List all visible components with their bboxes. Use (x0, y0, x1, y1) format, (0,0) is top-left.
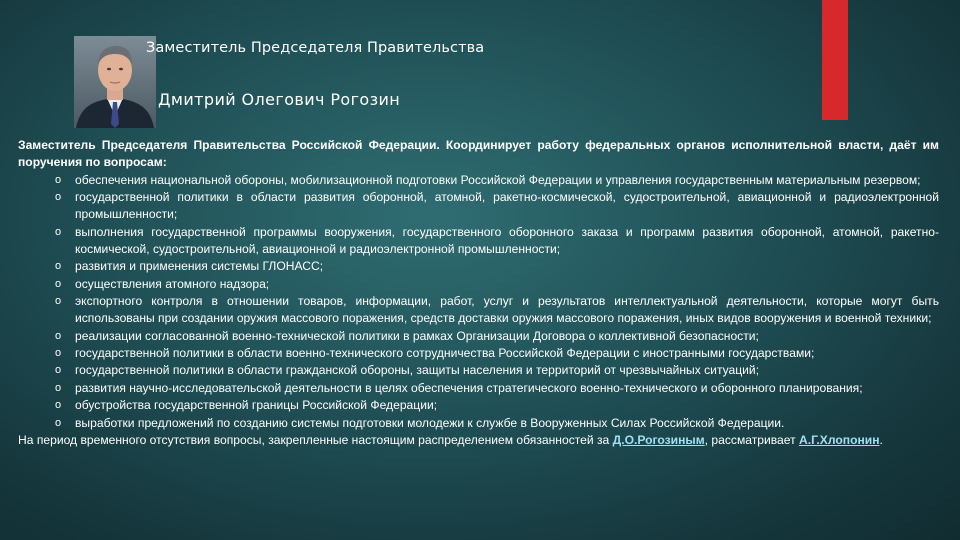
list-item (18, 380, 939, 397)
page-title: Заместитель Председателя Правительства (146, 40, 485, 56)
list-item (18, 345, 939, 362)
list-item (18, 362, 939, 379)
main-content (18, 137, 939, 449)
duties-list (18, 172, 939, 432)
list-item-text: выполнения государственной программы вооружения, государственного оборонного заказа и программ развития оборонной, атомной, ракетно-космической, судостроительной, авиационной и радиоэлектронной промышленности; (75, 224, 939, 257)
bullet-icon: o (55, 277, 62, 290)
list-item (18, 258, 939, 275)
list-item-text: реализации согласованной военно-технической политики в рамках Организации Договора о коллективной безопасности; (75, 328, 759, 343)
intro-paragraph: Заместитель Председателя Правительства Российской Федерации. Координирует работу федеральных органов исполнительной власти, даёт им поручения по вопросам: (18, 138, 939, 170)
accent-bar (822, 0, 848, 120)
bullet-icon: o (55, 329, 62, 342)
list-item (18, 189, 939, 224)
list-item-text: государственной политики в области военно-технического сотрудничества Российской Федерации с иностранными государствами; (75, 346, 815, 361)
bullet-icon: o (55, 364, 62, 377)
note-text-middle: , рассматривает (704, 432, 799, 447)
list-item-text: развития научно-исследовательской деятельности в целях обеспечения стратегического военно-технического и оборонного планирования; (75, 380, 863, 395)
bullet-icon: o (55, 225, 62, 238)
list-item (18, 328, 939, 345)
bullet-icon: o (55, 347, 62, 360)
list-item-text: экспортного контроля в отношении товаров, информации, работ, услуг и результатов интеллектуальной деятельности, которые могут быть использованы при создании оружия массового поражения, средств доставки оружия массового поражения, иных видов вооружения и военной техники; (75, 294, 939, 326)
bullet-icon: o (55, 191, 62, 204)
substitute-note (18, 432, 939, 449)
list-item (18, 172, 939, 189)
list-item (18, 397, 939, 414)
list-item (18, 415, 939, 432)
note-text-after: . (879, 432, 883, 447)
note-text-before: На период временного отсутствия вопросы, закрепленные настоящим распределением обязанностей за (18, 432, 613, 447)
rogozin-link[interactable]: Д.О.Рогозиным (612, 432, 705, 447)
person-name: Дмитрий Олегович Рогозин (158, 90, 401, 109)
portrait-photo (74, 36, 156, 128)
bullet-icon: o (55, 399, 62, 412)
list-item (18, 293, 939, 328)
list-item-text: обеспечения национальной обороны, мобилизационной подготовки Российской Федерации и управления государственным материальным резервом; (75, 172, 921, 187)
list-item-text: выработки предложений по созданию системы подготовки молодежи к службе в Вооруженных Силах Российской Федерации. (75, 415, 785, 430)
list-item-text: осуществления атомного надзора; (75, 276, 270, 291)
list-item-text: развития и применения системы ГЛОНАСС; (75, 259, 324, 274)
bullet-icon: o (55, 295, 62, 308)
list-item-text: государственной политики в области гражданской обороны, защиты населения и территорий от чрезвычайных ситуаций; (75, 363, 760, 378)
bullet-icon: o (55, 260, 62, 273)
bullet-icon: o (55, 381, 62, 394)
list-item (18, 276, 939, 293)
list-item-text: обустройства государственной границы Российской Федерации; (75, 398, 438, 413)
list-item-text: государственной политики в области развития оборонной, атомной, ракетно-космической, судостроительной, авиационной и радиоэлектронной промышленности; (75, 190, 939, 222)
bullet-icon: o (55, 416, 62, 429)
bullet-icon: o (55, 173, 62, 186)
portrait-icon (74, 36, 156, 128)
khloponin-link[interactable]: А.Г.Хлопонин (798, 432, 880, 447)
list-item (18, 224, 939, 259)
